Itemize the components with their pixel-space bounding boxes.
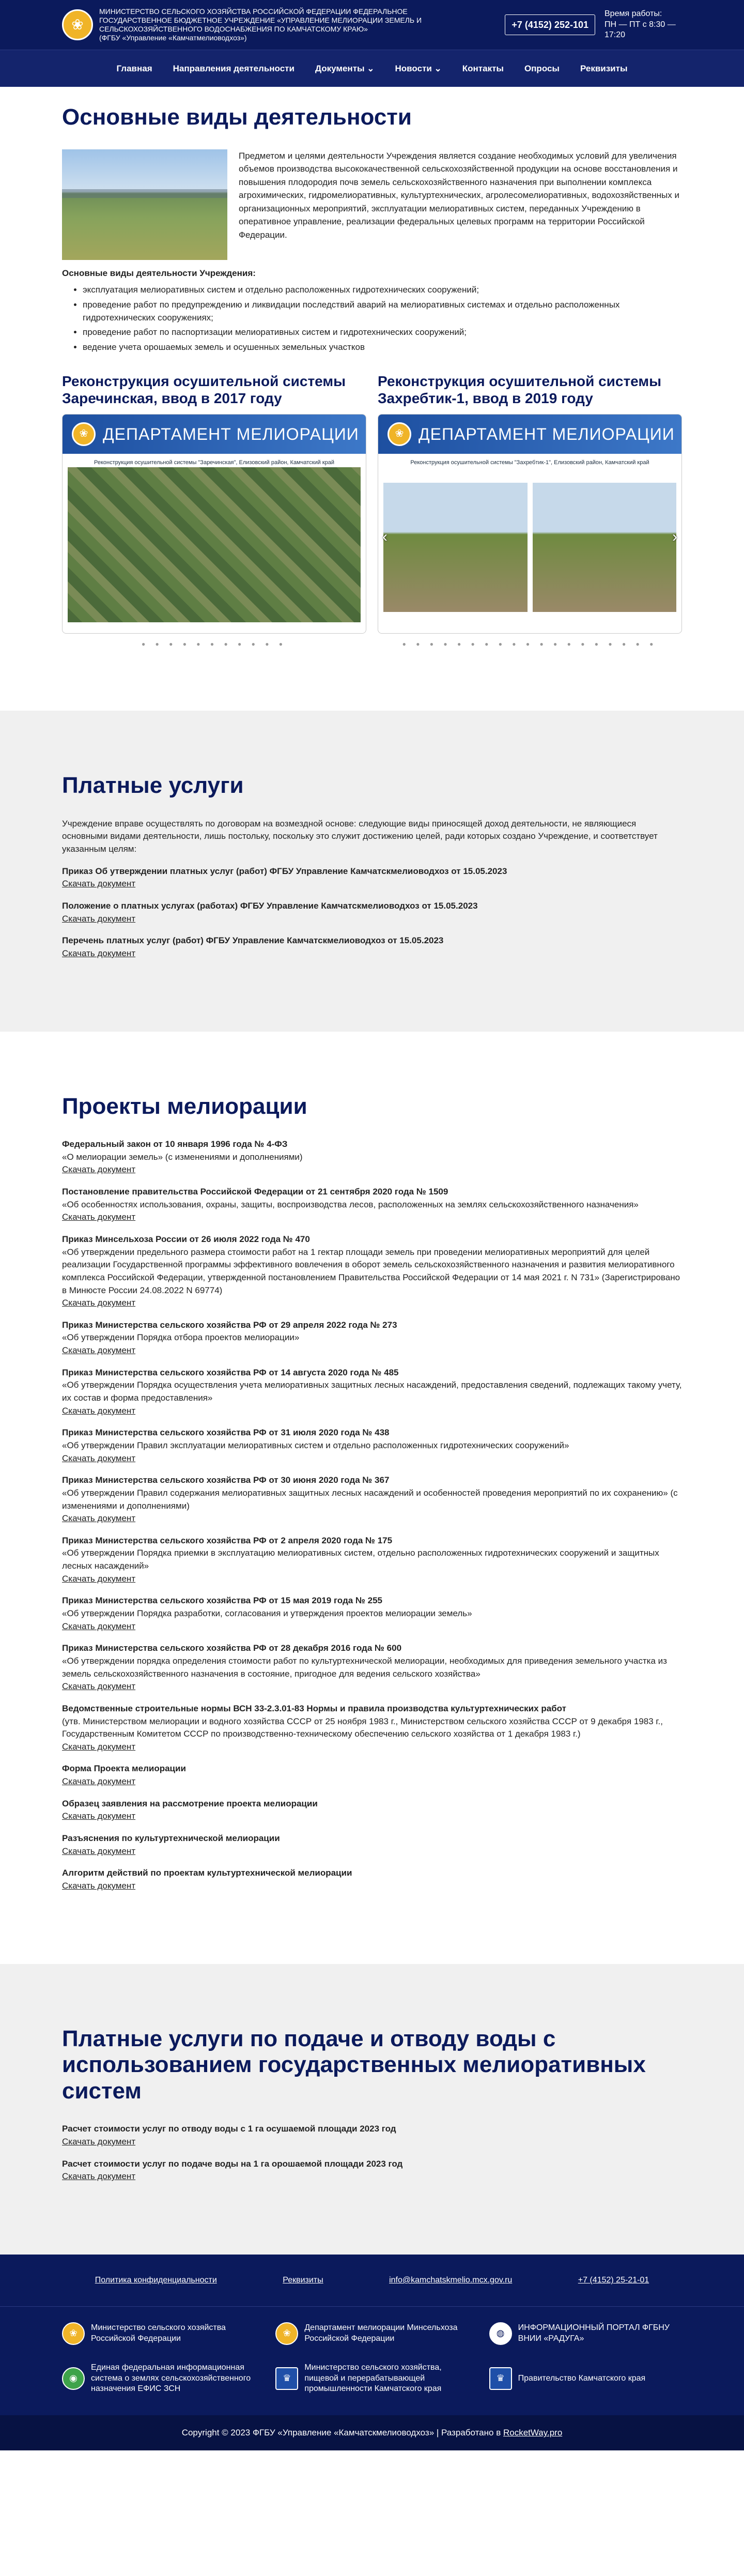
document-note: «Об утверждении Правил эксплуатации мелиоративных систем и отдельно расположенных гидротехнических сооружений» bbox=[62, 1440, 569, 1450]
document-title: Приказ Министерства сельского хозяйства РФ от 15 мая 2019 года № 255 bbox=[62, 1596, 382, 1606]
before-after-photos bbox=[383, 483, 676, 612]
document-item bbox=[62, 1474, 682, 1525]
download-link[interactable]: Скачать документ bbox=[62, 1573, 136, 1584]
partner-link[interactable] bbox=[489, 2322, 682, 2345]
project-title: Реконструкция осушительной системы Захребтик-1, ввод в 2019 году bbox=[378, 373, 661, 406]
document-note: «Об утверждении порядка определения стоимости работ по культуртехнической мелиорации, необходимых для приведения земельного участка из земель сельскохозяйственного назначения в состояние, пригодное для ведения сельского хозяйства» bbox=[62, 1655, 667, 1679]
document-title: Постановление правительства Российской Федерации от 21 сентября 2020 года № 1509 bbox=[62, 1187, 448, 1197]
slide-body bbox=[378, 454, 681, 634]
download-link[interactable]: Скачать документ bbox=[62, 1621, 136, 1631]
document-note: «Об утверждении Порядка разработки, согласования и утверждения проектов мелиорации земель» bbox=[62, 1608, 472, 1619]
document-item bbox=[62, 1832, 682, 1858]
document-note: «Об утверждении Порядка отбора проектов мелиорации» bbox=[62, 1332, 300, 1343]
partner-link[interactable] bbox=[62, 2363, 255, 2395]
document-title: Федеральный закон от 10 января 1996 года № 4-ФЗ bbox=[62, 1139, 288, 1149]
document-title: Приказ Министерства сельского хозяйства РФ от 31 июля 2020 года № 438 bbox=[62, 1428, 390, 1438]
nav-item-home[interactable]: Главная bbox=[116, 63, 152, 73]
copyright-bar bbox=[0, 2415, 744, 2450]
partner-name: Единая федеральная информационная система о землях сельскохозяйственного назначения ЕФИС ЗСН bbox=[91, 2363, 251, 2394]
document-item bbox=[62, 1233, 682, 1310]
document-note: «Об утверждении Порядка осуществления учета мелиоративных защитных лесных насаждений, предоставления сведений, подлежащих такому учету, их состав и форма предоставления» bbox=[62, 1380, 682, 1403]
list-item: • проведение работ по предупреждению и ликвидации последствий аварий на мелиоративных системах и отдельно расположенных гидротехнических сооружениях; bbox=[83, 299, 682, 324]
photo-after bbox=[533, 483, 677, 612]
document-title: Приказ Министерства сельского хозяйства РФ от 29 апреля 2022 года № 273 bbox=[62, 1320, 397, 1330]
activities-section bbox=[0, 87, 744, 711]
hours-label: Время работы: bbox=[605, 9, 662, 18]
document-item bbox=[62, 1138, 682, 1176]
partner-name: Министерство сельского хозяйства, пищевой и перерабатывающей промышленности Камчатского края bbox=[304, 2363, 442, 2394]
document-item bbox=[62, 1367, 682, 1418]
document-title: Расчет стоимости услуг по отводу воды с 1 га осушаемой площади 2023 год bbox=[62, 2124, 396, 2134]
nav-item-news[interactable]: Новости ⌄ bbox=[395, 63, 442, 73]
project-slide[interactable] bbox=[378, 414, 682, 634]
paid-title: Платные услуги bbox=[62, 773, 244, 799]
photo-before bbox=[383, 483, 528, 612]
document-title: Приказ Минсельхоза России от 26 июля 2022 года № 470 bbox=[62, 1234, 310, 1244]
download-link[interactable]: Скачать документ bbox=[62, 1776, 136, 1787]
emblem-icon: ❀ bbox=[388, 422, 411, 446]
nav-item-contacts[interactable]: Контакты bbox=[462, 63, 504, 73]
download-link[interactable]: Скачать документ bbox=[62, 1846, 136, 1856]
partner-name: Департамент мелиорации Минсельхоза Российской Федерации bbox=[304, 2323, 458, 2343]
download-link[interactable]: Скачать документ bbox=[62, 1164, 136, 1175]
projects-row bbox=[62, 373, 682, 649]
privacy-link[interactable]: Политика конфиденциальности bbox=[95, 2276, 217, 2285]
activities-list-title: Основные виды деятельности Учреждения: bbox=[62, 268, 256, 278]
slide-banner bbox=[378, 415, 681, 454]
document-note: «Об утверждении предельного размера стоимости работ на 1 гектар площади земель при проведении мелиоративных мероприятий для целей реализации Государственной программы эффективного вовлечения в оборот земель сельскохозяйственного назначения и развития мелиоративного комплекса Российской Федерации, утвержденной постановлением Правительства Российской Федерации от 14 мая 2021 г. N 731» (Зарегистрировано в Минюсте России 24.08.2022 N 69774) bbox=[62, 1247, 680, 1295]
nav-item-surveys[interactable]: Опросы bbox=[524, 63, 560, 73]
document-item bbox=[62, 1535, 682, 1586]
download-link[interactable]: Скачать документ bbox=[62, 948, 136, 958]
project-card bbox=[378, 373, 682, 649]
download-link[interactable]: Скачать документ bbox=[62, 1741, 136, 1752]
document-item bbox=[62, 865, 682, 891]
document-item bbox=[62, 1427, 682, 1465]
document-title: Расчет стоимости услуг по подаче воды на 1 га орошаемой площади 2023 год bbox=[62, 2158, 403, 2169]
coat-of-arms-icon: ♛ bbox=[275, 2367, 298, 2390]
paid-services-section bbox=[0, 711, 744, 1031]
partners-grid bbox=[0, 2306, 744, 2415]
intro-text: Предметом и целями деятельности Учреждения является создание необходимых условий для увеличения объемов производства высококачественной сельскохозяйственной продукции на основе восстановления и повышения плодородия почв земель сельскохозяйственного назначения при выполнении комплекса агрохимических, гидромелиоративных, культуртехнических, агролесомелиоративных, водохозяйственных и организационных мероприятий, эксплуатации мелиоративных систем, переданных Учреждению в оперативное управление, реализации федеральных целевых программ на территории Российской Федерации. bbox=[239, 150, 679, 240]
document-item bbox=[62, 1186, 682, 1224]
document-item bbox=[62, 900, 682, 925]
nav-item-documents[interactable]: Документы ⌄ bbox=[315, 63, 375, 73]
field-photo bbox=[62, 149, 227, 260]
partner-name: Правительство Камчатского края bbox=[518, 2373, 646, 2383]
document-title: Приказ Министерства сельского хозяйства РФ от 14 августа 2020 года № 485 bbox=[62, 1367, 399, 1377]
water-services-section bbox=[0, 1964, 744, 2255]
email-link[interactable]: info@kamchatskmelio.mcx.gov.ru bbox=[389, 2276, 513, 2285]
download-link[interactable]: Скачать документ bbox=[62, 2171, 136, 2182]
document-title: Разъяснения по культуртехнической мелиорации bbox=[62, 1833, 280, 1843]
copyright-text: Copyright © 2023 ФГБУ «Управление «Камчатскмелиоводхоз» | Разработано в bbox=[181, 2428, 501, 2438]
document-item bbox=[62, 2158, 682, 2183]
activities-list bbox=[83, 284, 682, 354]
list-item: • эксплуатация мелиоративных систем и отдельно расположенных гидротехнических сооружений; bbox=[83, 284, 682, 297]
download-link[interactable]: Скачать документ bbox=[62, 1453, 136, 1463]
partner-link[interactable] bbox=[275, 2363, 468, 2395]
requisites-link[interactable]: Реквизиты bbox=[283, 2276, 323, 2285]
partner-name: ИНФОРМАЦИОННЫЙ ПОРТАЛ ФГБНУ ВНИИ «РАДУГА» bbox=[518, 2323, 670, 2343]
download-link[interactable]: Скачать документ bbox=[62, 1212, 136, 1222]
top-bar bbox=[0, 0, 744, 50]
project-title: Реконструкция осушительной системы Заречинская, ввод в 2017 году bbox=[62, 373, 346, 406]
partner-link[interactable] bbox=[275, 2322, 468, 2345]
document-title: Форма Проекта мелиорации bbox=[62, 1764, 186, 1774]
meliorations-title: Проекты мелиорации bbox=[62, 1093, 307, 1119]
download-link[interactable]: Скачать документ bbox=[62, 1811, 136, 1821]
globe-icon: ◉ bbox=[62, 2367, 85, 2390]
nav-item-directions[interactable]: Направления деятельности bbox=[173, 63, 295, 73]
download-link[interactable]: Скачать документ bbox=[62, 1405, 136, 1416]
document-note: «Об особенностях использования, охраны, защиты, воспроизводства лесов, расположенных на землях сельскохозяйственного назначения» bbox=[62, 1199, 639, 1209]
list-item: • ведение учета орошаемых земель и осушенных земельных участков bbox=[83, 341, 682, 354]
document-item bbox=[62, 1703, 682, 1754]
partner-link[interactable] bbox=[489, 2363, 682, 2395]
header-phone[interactable]: +7 (4152) 252-101 bbox=[505, 14, 595, 35]
download-link[interactable]: Скачать документ bbox=[62, 879, 136, 889]
download-link[interactable]: Скачать документ bbox=[62, 1681, 136, 1692]
footer-links bbox=[0, 2255, 744, 2306]
paid-lead: Учреждение вправе осуществлять по договорам на возмездной основе: следующие виды приносящей доход деятельности, не являющиеся основными видами деятельности, лишь постольку, поскольку это служит достижению целей, ради которых создано Учреждение, и соответствует указанным целям: bbox=[62, 818, 658, 854]
document-title: Приказ Министерства сельского хозяйства РФ от 28 декабря 2016 года № 600 bbox=[62, 1643, 402, 1653]
project-slide[interactable] bbox=[62, 414, 366, 634]
water-title: Платные услуги по подаче и отводу воды с использованием государственных мелиоративных систем bbox=[62, 2026, 646, 2104]
intro-block bbox=[62, 149, 682, 260]
document-note: «О мелиорации земель» (с изменениями и дополнениями) bbox=[62, 1152, 303, 1162]
download-link[interactable]: Скачать документ bbox=[62, 1880, 136, 1891]
document-title: Образец заявления на рассмотрение проекта мелиорации bbox=[62, 1798, 318, 1808]
document-item bbox=[62, 1762, 682, 1788]
download-link[interactable]: Скачать документ bbox=[62, 2136, 136, 2146]
document-title: Алгоритм действий по проектам культуртехнической мелиорации bbox=[62, 1868, 352, 1878]
developer-link[interactable]: RocketWay.pro bbox=[503, 2428, 563, 2438]
document-item bbox=[62, 1798, 682, 1823]
document-note: (утв. Министерством мелиорации и водного хозяйства СССР от 25 ноября 1983 г., Министерством сельского хозяйства СССР от 9 декабря 1983 г., Государственным Комитетом СССР по производственно-техническому обеспечению сельского хозяйства от 1 декабря 1983 г.) bbox=[62, 1716, 663, 1739]
org-full-name: МИНИСТЕРСТВО СЕЛЬСКОГО ХОЗЯЙСТВА РОССИЙСКОЙ ФЕДЕРАЦИИ ФЕДЕРАЛЬНОЕ ГОСУДАРСТВЕННОЕ БЮДЖЕТНОЕ УЧРЕЖДЕНИЕ «УПРАВЛЕНИЕ МЕЛИОРАЦИИ ЗЕМЕЛЬ И СЕЛЬСКОХОЗЯЙСТВЕННОГО ВОДОСНАБЖЕНИЯ ПО КАМЧАТСКОМУ КРАЮ» bbox=[99, 7, 422, 33]
org-name bbox=[99, 7, 430, 42]
chevron-right-icon[interactable]: › bbox=[672, 528, 677, 545]
document-item bbox=[62, 1594, 682, 1633]
phone-link[interactable]: +7 (4152) 25-21-01 bbox=[578, 2276, 649, 2285]
document-title: Ведомственные строительные нормы ВСН 33-2.3.01-83 Нормы и правила производства культуртехнических работ bbox=[62, 1703, 566, 1713]
slide-caption: Реконструкция осушительной системы "Захребтик-1", Елизовский район, Камчатский край bbox=[410, 459, 649, 466]
emblem-logo-icon[interactable]: ❀ bbox=[62, 9, 93, 40]
document-title: Положение о платных услугах (работах) ФГБУ Управление Камчатскмелиоводхоз от 15.05.2023 bbox=[62, 901, 478, 911]
banner-text: ДЕПАРТАМЕНТ МЕЛИОРАЦИИ bbox=[103, 424, 359, 443]
download-link[interactable]: Скачать документ bbox=[62, 1298, 136, 1308]
slider-dots[interactable]: ● ● ● ● ● ● ● ● ● ● ● ● ● ● ● ● ● ● ● bbox=[402, 640, 658, 648]
download-link[interactable]: Скачать документ bbox=[62, 913, 136, 924]
emblem-icon: ◍ bbox=[489, 2322, 512, 2345]
org-short-name: (ФГБУ «Управление «Камчатмелиоводхоз») bbox=[99, 33, 247, 42]
satellite-image bbox=[68, 467, 361, 622]
document-note: «Об утверждении Правил содержания мелиоративных защитных лесных насаждений и особенностей проведения мероприятий по их сохранению» (с изменениями и дополнениями) bbox=[62, 1488, 678, 1511]
document-item bbox=[62, 2123, 682, 2148]
coat-of-arms-icon: ♛ bbox=[489, 2367, 512, 2390]
slide-caption: Реконструкция осушительной системы "Заречинская", Елизовский район, Камчатский край bbox=[94, 459, 334, 466]
document-title: Перечень платных услуг (работ) ФГБУ Управление Камчатскмелиоводхоз от 15.05.2023 bbox=[62, 936, 444, 946]
document-title: Приказ Об утверждении платных услуг (работ) ФГБУ Управление Камчатскмелиоводхоз от 15.05.2023 bbox=[62, 866, 507, 876]
emblem-icon: ❀ bbox=[62, 2322, 85, 2345]
partner-name: Министерство сельского хозяйства Российской Федерации bbox=[91, 2323, 226, 2343]
slide-banner bbox=[63, 415, 366, 454]
slide-body bbox=[63, 454, 366, 634]
download-link[interactable]: Скачать документ bbox=[62, 1513, 136, 1524]
project-card bbox=[62, 373, 366, 649]
document-item bbox=[62, 934, 682, 960]
activities-title: Основные виды деятельности bbox=[62, 104, 412, 130]
banner-text: ДЕПАРТАМЕНТ МЕЛИОРАЦИИ bbox=[419, 424, 675, 443]
document-item bbox=[62, 1867, 682, 1892]
partner-link[interactable] bbox=[62, 2322, 255, 2345]
document-title: Приказ Министерства сельского хозяйства РФ от 2 апреля 2020 года № 175 bbox=[62, 1535, 393, 1545]
download-link[interactable]: Скачать документ bbox=[62, 1345, 136, 1356]
document-item bbox=[62, 1642, 682, 1693]
melioration-projects-section bbox=[0, 1032, 744, 1964]
list-item: • проведение работ по паспортизации мелиоративных систем и гидротехнических сооружений; bbox=[83, 326, 682, 339]
working-hours bbox=[605, 9, 682, 41]
main-nav bbox=[0, 50, 744, 87]
hours-value: ПН — ПТ с 8:30 — 17:20 bbox=[605, 20, 676, 40]
document-title: Приказ Министерства сельского хозяйства РФ от 30 июня 2020 года № 367 bbox=[62, 1475, 390, 1485]
slider-dots[interactable]: ● ● ● ● ● ● ● ● ● ● ● bbox=[141, 640, 287, 648]
nav-item-requisites[interactable]: Реквизиты bbox=[580, 63, 628, 73]
emblem-icon: ❀ bbox=[72, 422, 96, 446]
chevron-left-icon[interactable]: ‹ bbox=[382, 528, 388, 545]
document-note: «Об утверждении Порядка приемки в эксплуатацию мелиоративных систем, отдельно расположенных гидротехнических сооружений и защитных лесных насаждений» bbox=[62, 1548, 659, 1571]
footer bbox=[0, 2255, 744, 2450]
document-item bbox=[62, 1319, 682, 1357]
emblem-icon: ❀ bbox=[275, 2322, 298, 2345]
